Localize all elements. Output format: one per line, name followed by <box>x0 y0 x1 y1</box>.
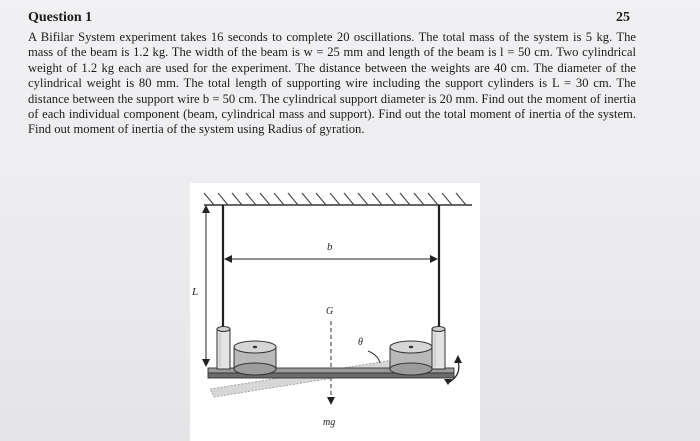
right-support-cylinder <box>432 327 445 370</box>
mg-arrowhead <box>327 397 335 405</box>
question-text: A Bifilar System experiment takes 16 seconds to complete 20 oscillations. The total mass of the system is 5 kg. The mass of the beam is 1.2 kg. The width of the beam is w = 25 mm and length of the beam is l = 50 cm. Two cylindrical weight of 1.2 kg each are used for the experiment. The distance between the weights are 40 cm. The diameter of the cylindrical weight is 80 mm. The total length of supporting wire including the support cylinders is L = 30 cm. The distance between the support wire b = 50 cm. The cylindrical support diameter is 20 mm. Find out the moment of inertia of each individual component (beam, cylindrical mass and support). Find out the total moment of inertia of the system. Find out moment of inertia of the system using Radius of gyration. <box>28 30 636 137</box>
question-marks: 25 <box>616 10 630 25</box>
label-L: L <box>192 286 199 298</box>
label-G: G <box>326 306 334 317</box>
bifilar-diagram <box>190 183 480 441</box>
label-theta: θ <box>358 337 363 348</box>
question-header <box>28 10 630 26</box>
theta-arc <box>368 351 380 363</box>
left-support-cylinder <box>217 327 230 370</box>
left-cylindrical-weight <box>234 341 276 375</box>
width-dimension <box>224 241 438 263</box>
ceiling <box>204 193 472 205</box>
label-b: b <box>327 241 333 253</box>
question-title: Question 1 <box>28 10 93 25</box>
label-mg: mg <box>323 417 336 428</box>
length-dimension <box>191 205 210 367</box>
right-cylindrical-weight <box>390 341 432 375</box>
